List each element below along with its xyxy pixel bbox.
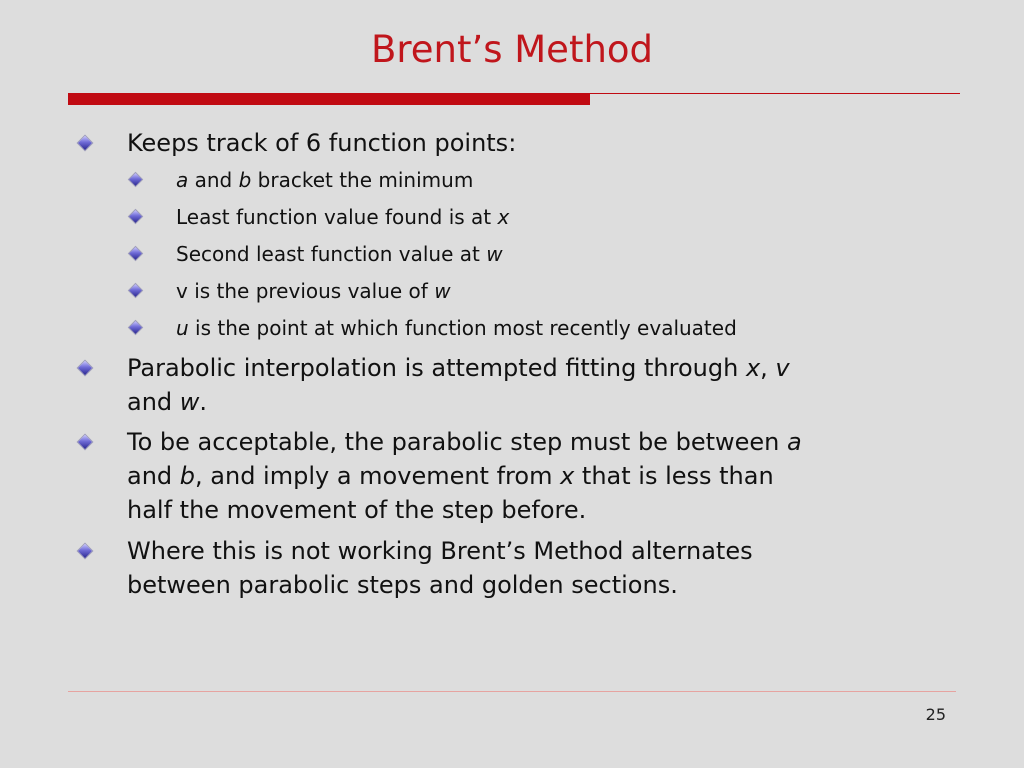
diamond-bullet-icon	[78, 544, 92, 558]
diamond-sub-bullet-icon	[129, 284, 142, 297]
sub-bullet-item	[176, 203, 956, 231]
variable-w: w	[434, 279, 451, 303]
bullet-line: Where this is not working Brent’s Method alternates	[127, 537, 753, 565]
variable-v: v	[775, 354, 790, 382]
sub-bullet-text: and	[188, 168, 239, 192]
diamond-sub-bullet-icon	[129, 247, 142, 260]
sub-bullet-text: v is the previous value of	[176, 279, 435, 303]
bullet-line	[127, 459, 947, 493]
variable-a: a	[176, 168, 189, 192]
sub-bullet-item	[176, 166, 956, 194]
bullet-text: and	[127, 388, 180, 416]
bullet-text: .	[199, 388, 208, 416]
bullet-line	[127, 351, 947, 385]
sub-bullet-item	[176, 314, 956, 342]
sub-bullet-text: is the point at which function most recently evaluated	[188, 316, 737, 340]
bullet-item	[127, 126, 947, 160]
bullet-text: Keeps track of 6 function points:	[127, 129, 517, 157]
variable-u: u	[176, 316, 189, 340]
diamond-sub-bullet-icon	[129, 210, 142, 223]
bullet-text: half the movement of the step before.	[127, 496, 587, 524]
separator-text: ,	[760, 354, 776, 382]
variable-b: b	[179, 462, 196, 490]
diamond-sub-bullet-icon	[129, 173, 142, 186]
bullet-line: between parabolic steps and golden sections.	[127, 571, 678, 599]
variable-b: b	[238, 168, 252, 192]
footer-divider	[68, 691, 956, 692]
sub-bullet-item	[176, 240, 956, 268]
variable-x: x	[745, 354, 761, 382]
sub-bullet-item	[176, 277, 956, 305]
variable-w: w	[179, 388, 200, 416]
sub-bullet-text: bracket the minimum	[251, 168, 474, 192]
page-number: 25	[925, 705, 946, 724]
diamond-bullet-icon	[78, 435, 92, 449]
title-underline-thin	[590, 93, 960, 94]
bullet-item	[127, 534, 947, 602]
diamond-bullet-icon	[78, 361, 92, 375]
sub-bullet-text: Least function value found is at	[176, 205, 498, 229]
bullet-text: and	[127, 462, 180, 490]
bullet-line	[127, 385, 947, 419]
variable-x: x	[560, 462, 575, 490]
slide-title: Brent’s Method	[370, 28, 654, 71]
variable-x: x	[497, 205, 510, 229]
bullet-text: To be acceptable, the parabolic step must be between	[127, 428, 787, 456]
bullet-text: , and imply a movement from	[195, 462, 561, 490]
diamond-sub-bullet-icon	[129, 321, 142, 334]
title-underline-thick	[68, 93, 590, 105]
variable-a: a	[787, 428, 802, 456]
bullet-text: Parabolic interpolation is attempted fitting through	[127, 354, 746, 382]
diamond-bullet-icon	[78, 136, 92, 150]
bullet-item	[127, 351, 947, 419]
sub-bullet-text: Second least function value at	[176, 242, 487, 266]
bullet-line	[127, 425, 947, 459]
variable-w: w	[486, 242, 503, 266]
bullet-line	[127, 493, 947, 527]
bullet-item	[127, 425, 947, 527]
bullet-text: that is less than	[574, 462, 774, 490]
